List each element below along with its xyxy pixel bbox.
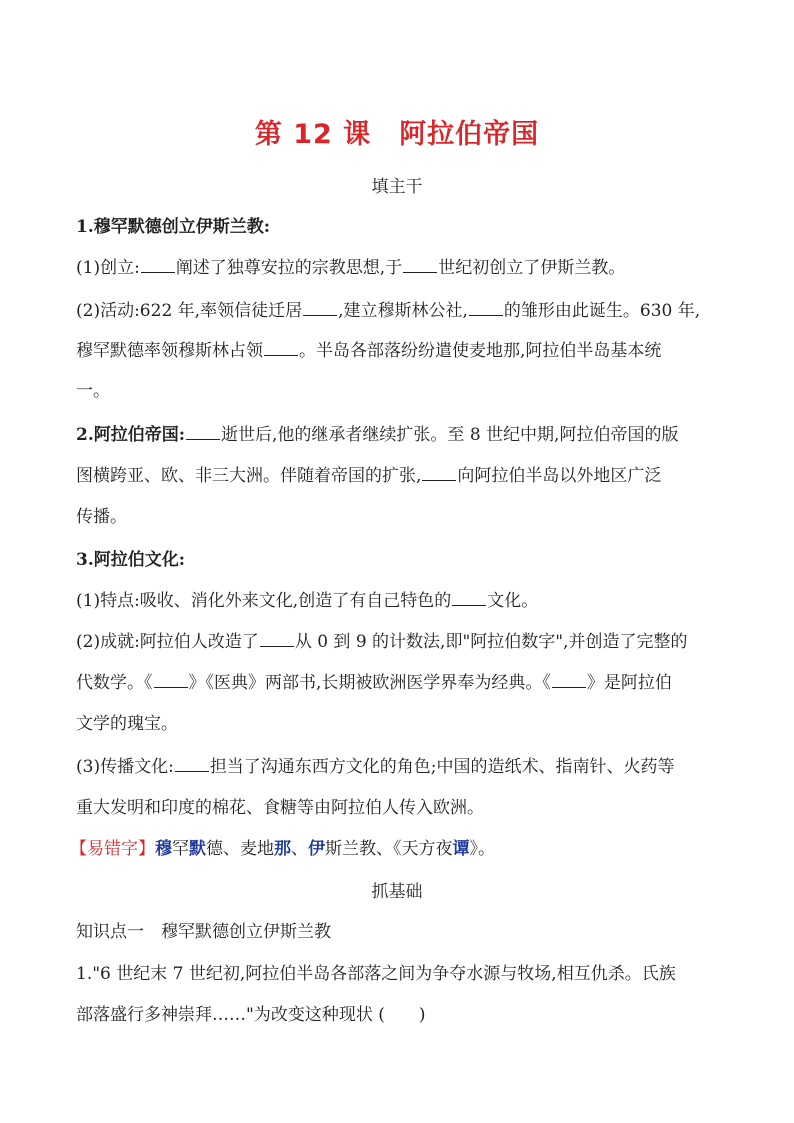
s1-item2-line1: (2)活动:622 年,率领信徒迁居 ,建立穆斯林公社, 的雏形由此诞生。630 年, bbox=[76, 301, 701, 321]
section2-heading: 2.阿拉伯帝国: bbox=[76, 425, 186, 445]
blank[interactable] bbox=[452, 591, 486, 606]
blank[interactable] bbox=[403, 258, 437, 273]
s3-item1: (1)特点:吸收、消化外来文化,创造了有自己特色的 文化。 bbox=[76, 591, 539, 611]
section2-line2: 图横跨亚、欧、非三大洲。伴随着帝国的扩张, 向阿拉伯半岛以外地区广泛 bbox=[76, 466, 662, 486]
blank[interactable] bbox=[260, 632, 294, 647]
blank[interactable] bbox=[469, 301, 503, 316]
lesson-number: 第 12 课 bbox=[254, 119, 372, 150]
blank[interactable] bbox=[422, 466, 456, 481]
s1-item1: (1)创立: 阐述了独尊安拉的宗教思想,于 世纪初创立了伊斯兰教。 bbox=[76, 258, 626, 278]
blank[interactable] bbox=[186, 425, 220, 440]
lesson-title bbox=[0, 112, 794, 151]
answer-parentheses[interactable]: ( ) bbox=[378, 1005, 426, 1025]
question1-line2: 部落盛行多神崇拜……"为改变这种现状 ( ) bbox=[76, 1005, 426, 1025]
lesson-name: 阿拉伯帝国 bbox=[399, 119, 540, 150]
section3-heading: 3.阿拉伯文化: bbox=[76, 550, 186, 570]
section-heading-basic: 抓基础 bbox=[371, 882, 423, 902]
s3-item3-line2: 重大发明和印度的棉花、食糖等由阿拉伯人传入欧洲。 bbox=[76, 798, 484, 818]
s1-item2-line3: 一。 bbox=[76, 381, 110, 401]
blank[interactable] bbox=[303, 301, 337, 316]
blank[interactable] bbox=[154, 673, 188, 688]
knowledge-point-1: 知识点一 穆罕默德创立伊斯兰教 bbox=[76, 922, 331, 942]
s3-item3-line1: (3)传播文化: 担当了沟通东西方文化的角色;中国的造纸术、指南针、火药等 bbox=[76, 757, 675, 777]
typo-label: 【易错字】 bbox=[70, 839, 155, 859]
section-heading-fill: 填主干 bbox=[371, 177, 423, 197]
question1-line1: 1."6 世纪末 7 世纪初,阿拉伯半岛各部落之间为争夺水源与牧场,相互仇杀。氏族 bbox=[76, 964, 676, 984]
s3-item2-line3: 文学的瑰宝。 bbox=[76, 714, 178, 734]
blank[interactable] bbox=[141, 258, 175, 273]
s1-item2-line2: 穆罕默德率领穆斯林占领 。半岛各部落纷纷遣使麦地那,阿拉伯半岛基本统 bbox=[76, 341, 662, 361]
blank[interactable] bbox=[264, 341, 298, 356]
blank[interactable] bbox=[175, 757, 209, 772]
blank[interactable] bbox=[552, 673, 586, 688]
section2-line1: 2.阿拉伯帝国: 逝世后,他的继承者继续扩张。至 8 世纪中期,阿拉伯帝国的版 bbox=[76, 425, 679, 445]
section1-heading: 1.穆罕默德创立伊斯兰教: bbox=[76, 217, 271, 237]
section2-line3: 传播。 bbox=[76, 507, 127, 527]
s3-item2-line1: (2)成就:阿拉伯人改造了 从 0 到 9 的计数法,即"阿拉伯数字",并创造了完整的 bbox=[76, 632, 688, 652]
s3-item2-line2: 代数学。《 》《医典》两部书,长期被欧洲医学界奉为经典。《 》是阿拉伯 bbox=[76, 673, 672, 693]
typo-note: 【易错字】穆罕默德、麦地那、伊斯兰教、《天方夜谭》。 bbox=[70, 839, 495, 859]
